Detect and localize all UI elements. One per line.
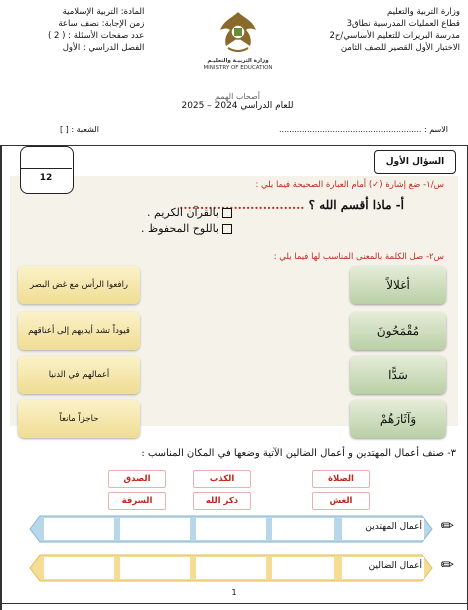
word-text: وَآثَارَهُمْ bbox=[379, 412, 417, 426]
logo-arabic: وزارة التربيـة والتعليـم bbox=[207, 58, 269, 64]
meaning-box[interactable] bbox=[18, 312, 140, 350]
q1-option-quran[interactable] bbox=[147, 206, 232, 219]
page-title: أصحاب الهمم bbox=[215, 92, 260, 101]
q1-answer-line: .............................. bbox=[179, 198, 309, 212]
section-field[interactable]: الشعبة : [ ] bbox=[60, 125, 99, 134]
word-box[interactable] bbox=[350, 400, 446, 438]
meaning-text: قيوداً تشد أيديهم إلى أعناقهم bbox=[28, 325, 130, 336]
word-text: أغلالاً bbox=[386, 278, 410, 292]
question-one-heading: السؤال الأول bbox=[374, 150, 456, 174]
header-sector: قطاع العمليات المدرسية نطاق3 bbox=[346, 19, 460, 29]
q1-option-label: باللوح المحفوظ . bbox=[141, 222, 219, 235]
header-duration: زمن الإجابة: نصف ساعة bbox=[58, 19, 145, 29]
drop-slot[interactable] bbox=[44, 557, 114, 579]
item-honesty[interactable]: الصدق bbox=[108, 470, 166, 488]
q1-option-label: بالقرآن الكريم . bbox=[147, 206, 219, 219]
drop-slot[interactable] bbox=[120, 557, 190, 579]
q3-instruction: ٣- صنف أعمال المهتدين و أعمال الضالين الآتية وضعها في المكان المناسب : bbox=[141, 448, 456, 459]
pencil-icon: ✏ bbox=[440, 516, 454, 535]
word-box[interactable] bbox=[350, 266, 446, 304]
drop-slot[interactable] bbox=[44, 518, 114, 540]
q2-instruction-text: س٢- صل الكلمة بالمعنى المناسب لها فيما يلي : bbox=[273, 252, 444, 262]
page-number: 1 bbox=[231, 588, 237, 597]
drop-slot[interactable] bbox=[196, 518, 266, 540]
header-exam: الاختبار الأول القصير للصف الثامن bbox=[340, 43, 460, 53]
item-cheating[interactable]: الغش bbox=[312, 492, 370, 510]
item-lying[interactable]: الكذب bbox=[193, 470, 251, 488]
header-pages: عدد صفحات الأسئلة : ( 2 ) bbox=[48, 31, 145, 41]
drop-slot[interactable] bbox=[272, 518, 334, 540]
header-exam-info bbox=[48, 6, 144, 54]
meaning-box[interactable] bbox=[18, 356, 140, 394]
checkbox[interactable] bbox=[222, 208, 232, 218]
q1-instruction-text: س/١- ضع إشارة (✓) أمام العبارة الصحيحة فيما يلي : bbox=[255, 180, 444, 190]
header-school-info bbox=[329, 6, 460, 54]
emblem-icon bbox=[214, 8, 262, 54]
student-name-field[interactable]: الاسم : ........................................................ bbox=[279, 125, 448, 134]
header-school: مدرسة البريرات للتعليم الأساسي/ح2 bbox=[329, 31, 460, 41]
header-ministry: وزارة التربية والتعليم bbox=[387, 7, 460, 17]
title-block bbox=[150, 92, 325, 111]
score-total: 12 bbox=[39, 173, 53, 183]
meaning-text: رافعوا الرأس مع غض البصر bbox=[29, 279, 129, 290]
bottom-divider bbox=[0, 603, 468, 604]
header-subject: المادة: التربية الإسلامية bbox=[62, 7, 145, 17]
checkbox[interactable] bbox=[222, 224, 232, 234]
guided-deeds-row bbox=[28, 514, 454, 544]
item-stealing[interactable]: السرقة bbox=[108, 492, 166, 510]
misguided-deeds-row bbox=[28, 553, 454, 583]
meaning-box[interactable] bbox=[18, 266, 140, 304]
item-remembrance[interactable]: ذكر الله bbox=[193, 492, 251, 510]
logo-english: MINISTRY OF EDUCATION bbox=[203, 65, 273, 71]
meaning-text: حاجزاً مانعاً bbox=[59, 413, 99, 424]
misguided-deeds-label: أعمال الضالين bbox=[368, 561, 422, 571]
word-text: سَدًّا bbox=[388, 368, 408, 382]
divider bbox=[0, 145, 468, 146]
drop-slot[interactable] bbox=[196, 557, 266, 579]
pencil-icon: ✏ bbox=[440, 555, 454, 574]
q1-instruction bbox=[255, 180, 444, 190]
drop-slot[interactable] bbox=[120, 518, 190, 540]
guided-deeds-label: أعمال المهتدين bbox=[365, 522, 422, 532]
academic-year: للعام الدراسي 2024 – 2025 bbox=[181, 101, 294, 111]
word-box[interactable] bbox=[350, 356, 446, 394]
meaning-text: أعمالهم في الدنيا bbox=[48, 369, 110, 380]
word-text: مُقْمَحُونَ bbox=[376, 324, 420, 338]
word-box[interactable] bbox=[350, 312, 446, 350]
item-prayer[interactable]: الصلاة bbox=[312, 470, 370, 488]
q1-option-tablet[interactable] bbox=[141, 222, 232, 235]
header-term: الفصل الدراسي : الأول bbox=[62, 43, 145, 53]
page-border-left bbox=[0, 145, 2, 610]
ministry-logo bbox=[196, 8, 280, 78]
meaning-box[interactable] bbox=[18, 400, 140, 438]
drop-slot[interactable] bbox=[272, 557, 334, 579]
q1-question-text: أ- ماذا أقسم الله ؟ bbox=[308, 198, 404, 212]
q2-instruction bbox=[274, 252, 444, 262]
